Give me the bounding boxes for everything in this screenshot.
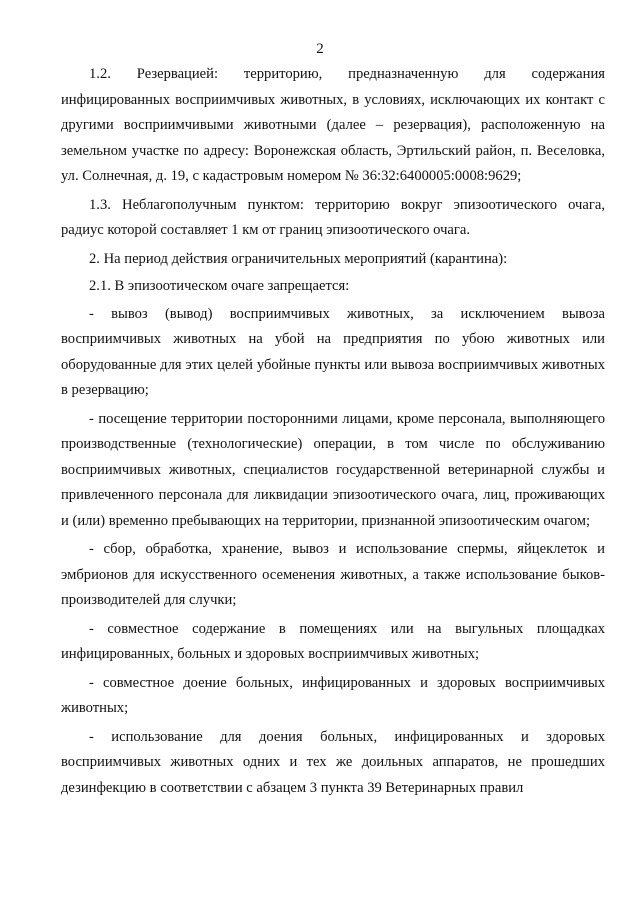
page-number: 2 [316, 41, 324, 57]
paragraph-restrictions-heading: 2. На период действия ограничительных мероприятий (карантина): [89, 250, 508, 267]
paragraph-reservation-definition: 1.2. Резервацией: территорию, предназначенную для содержания инфицированных восприимчивых животных, в условиях, исключающих их контакт с другими восприимчивыми животными (далее – резервация), расположенную на земельном участке по адресу: Воронежская область, Эртильский район, п. Веселовка, ул. Солнечная, д. 19, с кадастровым номером № 36:32:6400005:0008:9629; [61, 66, 605, 184]
list-item-joint-milking: - совместное доение больных, инфицированных и здоровых восприимчивых животных; [61, 674, 605, 716]
list-item-visiting-territory: - посещение территории посторонними лицами, кроме персонала, выполняющего производственные (технологические) операции, в том числе по обслуживанию восприимчивых животных, специалистов государственной ветеринарной службы и привлеченного персонала для ликвидации эпизоотического очага, лиц, проживающих и (или) временно пребывающих на территории, признанной эпизоотическим очагом; [61, 410, 605, 529]
list-item-milking-apparatus: - использование для доения больных, инфицированных и здоровых восприимчивых животных одних и тех же доильных аппаратов, не прошедших дезинфекцию в соответствии с абзацем 3 пункта 39 Ветеринарных правил [61, 728, 605, 796]
paragraph-prohibited-in-focus: 2.1. В эпизоотическом очаге запрещается: [89, 278, 350, 294]
paragraph-unfavorable-point-definition: 1.3. Неблагополучным пунктом: территорию вокруг эпизоотического очага, радиус которой составляет 1 км от границ эпизоотического очага. [61, 196, 605, 238]
list-item-sperm-embryos: - сбор, обработка, хранение, вывоз и использование спермы, яйцеклеток и эмбрионов для искусственного осеменения животных, а также использование быков-производителей для случки; [61, 541, 605, 608]
list-item-joint-housing: - совместное содержание в помещениях или на выгульных площадках инфицированных, больных и здоровых восприимчивых животных; [61, 620, 605, 662]
document-body [61, 62, 605, 804]
list-item-animal-export: - вывоз (вывод) восприимчивых животных, за исключением вывоза восприимчивых животных на убой на предприятия по убою животных или оборудованные для этих целей убойные пункты или вывоза восприимчивых животных в резервацию; [61, 305, 605, 398]
